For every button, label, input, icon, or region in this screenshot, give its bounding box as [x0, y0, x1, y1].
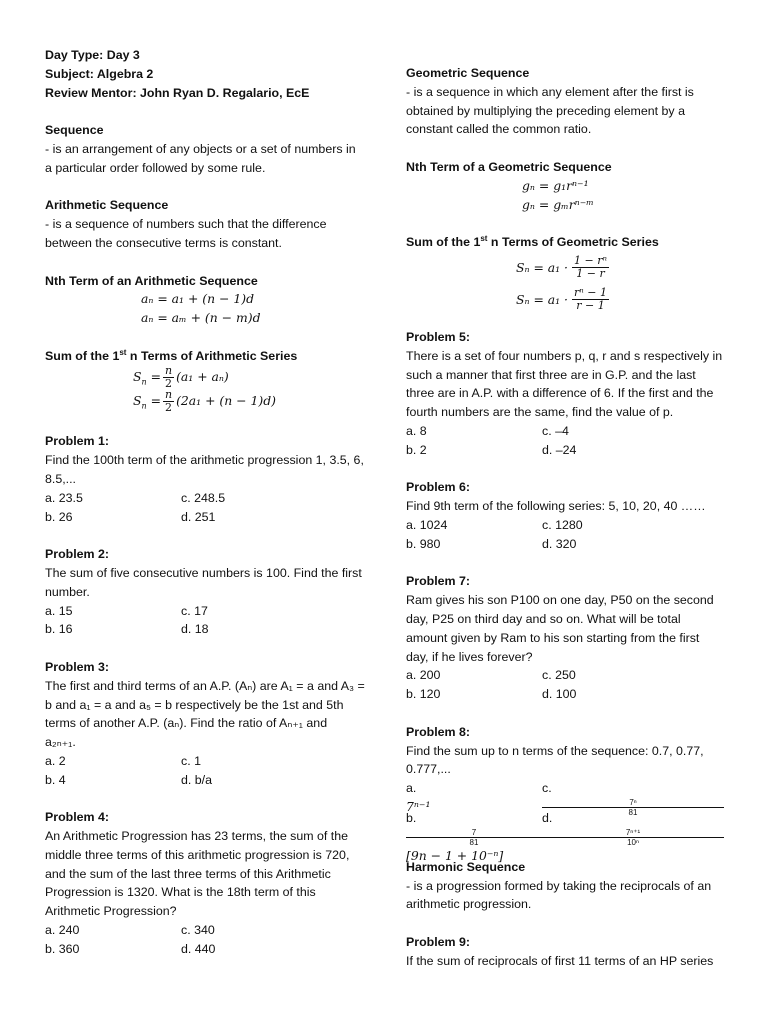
arithmetic-definition: - is a sequence of numbers such that the difference between the consecutive terms is constant.	[45, 217, 327, 250]
problem-title: Problem 1:	[45, 434, 110, 449]
problem-text: Ram gives his son P100 on one day, P50 on the second day, P25 on third day and so on. What will be total amount given by Ram to his son starting from the first day, if he lives forever?	[406, 593, 714, 664]
option-a: a. 200	[406, 668, 441, 683]
option-b: b. 7 81 [9n − 1 + 10⁻ⁿ]	[406, 809, 542, 839]
problem-options	[45, 921, 365, 959]
arithmetic-sum-formula-2: $S_n$ = $\frac{n}{2}$ (2a₁ + (n − 1)d)	[133, 388, 276, 415]
option-a: a. 7ⁿ⁻¹	[406, 781, 431, 814]
option-b: b. 4	[45, 772, 66, 787]
arithmetic-sum-formula-1: $S_n$ = $\frac{n}{2}$ (a₁ + aₙ)	[133, 364, 229, 391]
problem-text: The sum of five consecutive numbers is 100. Find the first number.	[45, 565, 362, 599]
option-a: a. 15	[45, 603, 73, 618]
problem-7	[406, 572, 724, 704]
problem-title: Problem 9:	[406, 935, 471, 950]
problem-title: Problem 8:	[406, 724, 471, 739]
problem-options	[45, 752, 365, 790]
geometric-nth-formula-2: gₙ = gₘrⁿ⁻ᵐ	[522, 196, 594, 212]
option-a: a. 1024	[406, 517, 448, 532]
problem-text: If the sum of reciprocals of first 11 terms of an HP series	[406, 953, 714, 968]
problem-9	[406, 933, 724, 971]
problem-title: Problem 7:	[406, 574, 471, 589]
geometric-sum-formula-2: Sₙ = a₁ · $\frac{\text{rⁿ − 1}}{r - 1}$	[516, 286, 607, 313]
arithmetic-nth-title: Nth Term of an Arithmetic Sequence	[45, 273, 258, 288]
geometric-title: Geometric Sequence	[406, 66, 530, 80]
sequence-title: Sequence	[45, 123, 104, 138]
problem-options	[406, 666, 724, 704]
option-d: d. 440	[181, 941, 216, 956]
option-d: d. 18	[181, 622, 209, 637]
problem-options	[406, 422, 724, 460]
option-c: c. 1	[181, 753, 201, 768]
arithmetic-title: Arithmetic Sequence	[45, 198, 169, 213]
sequence-definition: - is an arrangement of any objects or a set of numbers in a particular order followed by some rule.	[45, 141, 356, 175]
problem-title: Problem 3:	[45, 659, 110, 674]
problem-text-cont: a₂ₙ₊₁.	[45, 735, 76, 750]
option-c: c. 248.5	[181, 490, 226, 505]
problem-text: The first and third terms of an A.P. (Aₙ) are A₁ = a and A₃ = b and a₁ = a and a₅ = b respectively be the 1st and 5th terms of another A.P. (aₙ). Find the ratio of Aₙ₊₁ and	[45, 678, 365, 731]
option-c: c. 340	[181, 923, 215, 938]
option-c: c. 250	[542, 668, 576, 683]
option-b: b. 360	[45, 941, 80, 956]
option-a: a. 23.5	[45, 490, 83, 505]
problem-6	[406, 478, 724, 553]
option-b: b. 2	[406, 442, 427, 457]
option-b: b. 120	[406, 687, 441, 702]
subject: Subject: Algebra 2	[45, 66, 154, 81]
problem-text: An Arithmetic Progression has 23 terms, the sum of the middle three terms of this arithmetic progression is 720, and the sum of the last three terms of this Arithmetic Progression is 1320. What is the 18th term of this Arithmetic Progression?	[45, 829, 350, 919]
problem-text: There is a set of four numbers p, q, r and s respectively in such a manner that first three are in G.P. and the last three are in A.P. with a difference of 6. If the first and the fourth numbers are the same, find the value of p.	[406, 348, 723, 420]
option-b: b. 26	[45, 509, 73, 524]
option-d: d. 7ⁿ⁺¹ 10ⁿ	[542, 809, 724, 839]
option-d: d. 251	[181, 509, 216, 524]
option-c: c. 7ⁿ 81	[542, 779, 724, 809]
harmonic-definition: - is a progression formed by taking the reciprocals of an arithmetic progression.	[406, 878, 712, 912]
left-column	[45, 46, 365, 959]
option-c: c. –4	[542, 423, 569, 438]
option-d: d. 320	[542, 536, 577, 551]
geometric-sum-title: Sum of the 1st n Terms of Geometric Series	[406, 234, 659, 250]
option-c: c. 17	[181, 603, 208, 618]
problem-options	[45, 602, 365, 640]
geometric-definition: - is a sequence in which any element after the first is obtained by multiplying the preceding element by a constant called the common ratio.	[406, 84, 694, 137]
geometric-nth-formula-1: gₙ = g₁rⁿ⁻¹	[522, 177, 589, 193]
geometric-nth-title: Nth Term of a Geometric Sequence	[406, 159, 612, 174]
geometric-sum-formula-1: Sₙ = a₁ · $\frac{\text{1 − rⁿ}}{1 - r}$	[516, 254, 607, 281]
problem-4	[45, 808, 365, 958]
option-a: a. 8	[406, 423, 427, 438]
problem-text: Find 9th term of the following series: 5, 10, 20, 40 ……	[406, 499, 706, 514]
problem-text: Find the sum up to n terms of the sequence: 0.7, 0.77, 0.777,...	[406, 743, 704, 777]
review-mentor: Review Mentor: John Ryan D. Regalario, EcE	[45, 85, 310, 100]
problem-5	[406, 328, 724, 460]
day-type: Day Type: Day 3	[45, 48, 140, 62]
option-b: b. 980	[406, 536, 441, 551]
problem-8	[406, 723, 724, 863]
problem-text: Find the 100th term of the arithmetic progression 1, 3.5, 6, 8.5,...	[45, 453, 364, 486]
problem-title: Problem 4:	[45, 810, 110, 825]
arithmetic-nth-formula-1: aₙ = a₁ + (n − 1)d	[141, 291, 255, 307]
problem-options	[406, 516, 724, 554]
problem-1	[45, 432, 365, 526]
right-column	[406, 64, 724, 971]
problem-options	[406, 779, 724, 863]
problem-title: Problem 6:	[406, 480, 471, 495]
problem-3	[45, 658, 365, 790]
arithmetic-nth-formula-2: aₙ = aₘ + (n − m)d	[141, 310, 261, 326]
problem-options	[45, 489, 365, 527]
option-c: c. 1280	[542, 517, 583, 532]
option-a: a. 2	[45, 753, 66, 768]
arithmetic-sum-title: Sum of the 1st n Terms of Arithmetic Series	[45, 347, 298, 363]
option-d: d. –24	[542, 442, 577, 457]
harmonic-title: Harmonic Sequence	[406, 859, 526, 874]
problem-2	[45, 545, 365, 639]
problem-title: Problem 2:	[45, 547, 110, 562]
option-d: d. 100	[542, 687, 577, 702]
problem-title: Problem 5:	[406, 329, 471, 344]
option-b: b. 16	[45, 622, 73, 637]
option-a: a. 240	[45, 923, 80, 938]
option-d: d. b/a	[181, 772, 213, 787]
